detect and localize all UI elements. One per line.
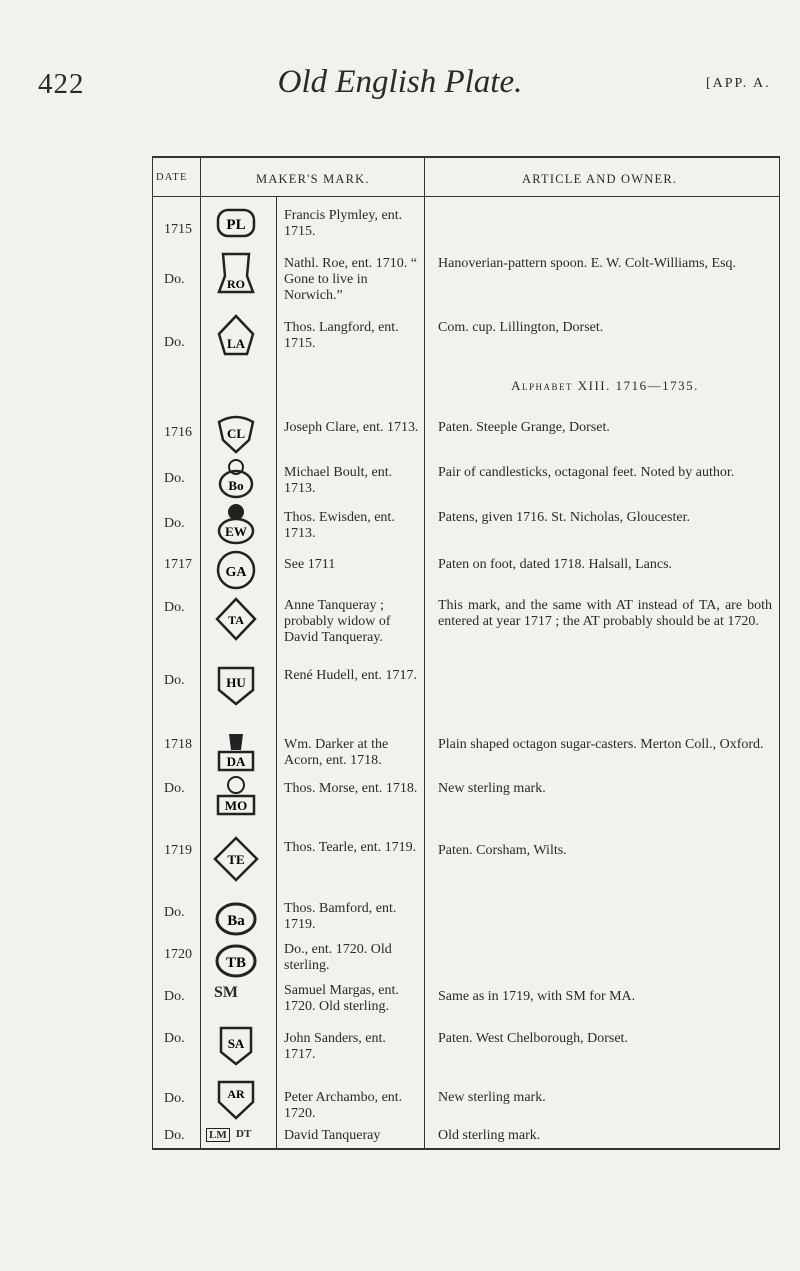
page-number: 422 [38,68,85,100]
table-row-maker: Nathl. Roe, ent. 1710. “ Gone to live in Norwich.” [284,256,417,303]
makers-mark-stamp: SM [214,984,238,1001]
svg-text:TA: TA [228,613,244,627]
table-row-maker: Michael Boult, ent. 1713. [284,465,393,496]
table-row-date: 1718 [164,737,192,752]
table-row-maker: Anne Tanqueray ; probably widow of David Tanqueray. [284,598,391,645]
table-top-rule [152,156,780,158]
table-left-rule [152,156,153,1149]
table-row-article: New sterling mark. [438,781,546,796]
table-row-date: Do. [164,1128,185,1143]
makers-mark-stamp [213,938,259,984]
makers-mark-stamp [213,500,259,546]
table-right-rule [779,156,780,1149]
header-makers-mark: MAKER'S MARK. [256,172,370,186]
table-row-article: New sterling mark. [438,1090,546,1105]
makers-mark-stamp [213,456,259,502]
table-row-date: Do. [164,905,185,920]
svg-text:RO: RO [227,277,245,291]
table-row-maker: John Sanders, ent. 1717. [284,1031,386,1062]
svg-text:AR: AR [227,1087,245,1101]
table-row-maker: Do., ent. 1720. Old sterling. [284,942,392,973]
table-row-date: Do. [164,1091,185,1106]
makers-mark-stamp [213,660,259,706]
makers-mark-stamp [213,1076,259,1122]
table-row-maker: René Hudell, ent. 1717. [284,668,417,683]
table-row-maker: Joseph Clare, ent. 1713. [284,420,419,435]
table-row-date: 1717 [164,557,192,572]
table-row-maker: Peter Archambo, ent. 1720. [284,1090,403,1121]
table-row-article: This mark, and the same with AT instead of TA, are both entered at year 1717 ; the AT probably should be at 1720. [438,598,772,629]
svg-text:EW: EW [225,524,247,539]
svg-text:GA: GA [225,565,247,580]
table-row-date: Do. [164,516,185,531]
svg-text:PL: PL [226,217,246,233]
makers-mark-stamp: DT [236,1128,252,1140]
table-row-date: Do. [164,471,185,486]
makers-mark-stamp [213,546,259,592]
article-column-rule [424,156,425,1149]
alphabet-heading: Alphabet XIII. 1716—1735. [511,378,699,393]
makers-mark-stamp [213,730,259,776]
svg-text:Bo: Bo [228,478,244,493]
makers-mark-stamp [213,896,259,942]
maker-column-rule [276,196,277,1149]
header-date: DATE [156,172,188,183]
table-row-maker: Thos. Langford, ent. 1715. [284,320,399,351]
table-row-article: Paten. Steeple Grange, Dorset. [438,420,610,435]
svg-text:MO: MO [224,798,248,813]
table-row-date: Do. [164,781,185,796]
makers-mark-stamp [213,312,259,358]
running-title: Old English Plate. [277,64,523,100]
svg-text:HU: HU [226,675,246,690]
table-row-article: Same as in 1719, with SM for MA. [438,989,636,1004]
table-row-date: 1719 [164,843,192,858]
table-row-maker: Wm. Darker at the Acorn, ent. 1718. [284,737,389,768]
table-header-rule [152,196,780,197]
table-row-article: Com. cup. Lillington, Dorset. [438,320,604,335]
table-row-maker: Thos. Tearle, ent. 1719. [284,840,417,855]
makers-mark-stamp [213,836,259,882]
table-row-maker: Thos. Bamford, ent. 1719. [284,901,397,932]
table-row-maker: Francis Plymley, ent. 1715. [284,208,403,239]
svg-text:DA: DA [226,754,246,769]
makers-mark-stamp [213,774,259,820]
makers-mark-stamp [213,1020,259,1066]
svg-text:LA: LA [226,336,246,351]
table-row-date: 1715 [164,222,192,237]
table-row-article: Paten on foot, dated 1718. Halsall, Lancs. [438,557,673,572]
makers-mark-stamp [213,596,259,642]
table-row-maker: Samuel Margas, ent. 1720. Old sterling. [284,983,399,1014]
table-row-date: Do. [164,272,185,287]
header-article-owner: ARTICLE AND OWNER. [522,172,678,186]
makers-mark-stamp [213,410,259,456]
table-row-date: Do. [164,1031,185,1046]
table-row-date: Do. [164,600,185,615]
makers-mark-stamp [213,200,259,246]
table-row-date: Do. [164,673,185,688]
table-row-date: 1720 [164,947,192,962]
table-row-article: Plain shaped octagon sugar-casters. Merton Coll., Oxford. [438,737,764,752]
table-row-article: Paten. West Chelborough, Dorset. [438,1031,628,1046]
table-row-maker: See 1711 [284,557,336,572]
svg-text:CL: CL [226,426,246,441]
table-row-article: Old sterling mark. [438,1128,541,1143]
table-row-maker: David Tanqueray [284,1128,381,1143]
svg-text:SA: SA [227,1036,245,1051]
table-row-date: Do. [164,335,185,350]
date-column-rule [200,156,201,1149]
svg-text:TB: TB [225,955,247,971]
table-bottom-rule [152,1148,780,1150]
svg-text:TE: TE [227,852,245,867]
table-row-date: 1716 [164,425,192,440]
table-row-article: Patens, given 1716. St. Nicholas, Gloucester. [438,510,690,525]
table-row-article: Hanoverian-pattern spoon. E. W. Colt-Williams, Esq. [438,256,737,271]
makers-mark-stamp: LM [206,1128,230,1142]
table-row-article: Paten. Corsham, Wilts. [438,843,567,858]
makers-mark-stamp [213,250,259,296]
running-section: [APP. A. [706,76,771,91]
table-row-maker: Thos. Ewisden, ent. 1713. [284,510,395,541]
svg-text:Ba: Ba [227,913,245,929]
table-row-date: Do. [164,989,185,1004]
table-row-maker: Thos. Morse, ent. 1718. [284,781,418,796]
table-row-article: Pair of candlesticks, octagonal feet. Noted by author. [438,465,735,480]
